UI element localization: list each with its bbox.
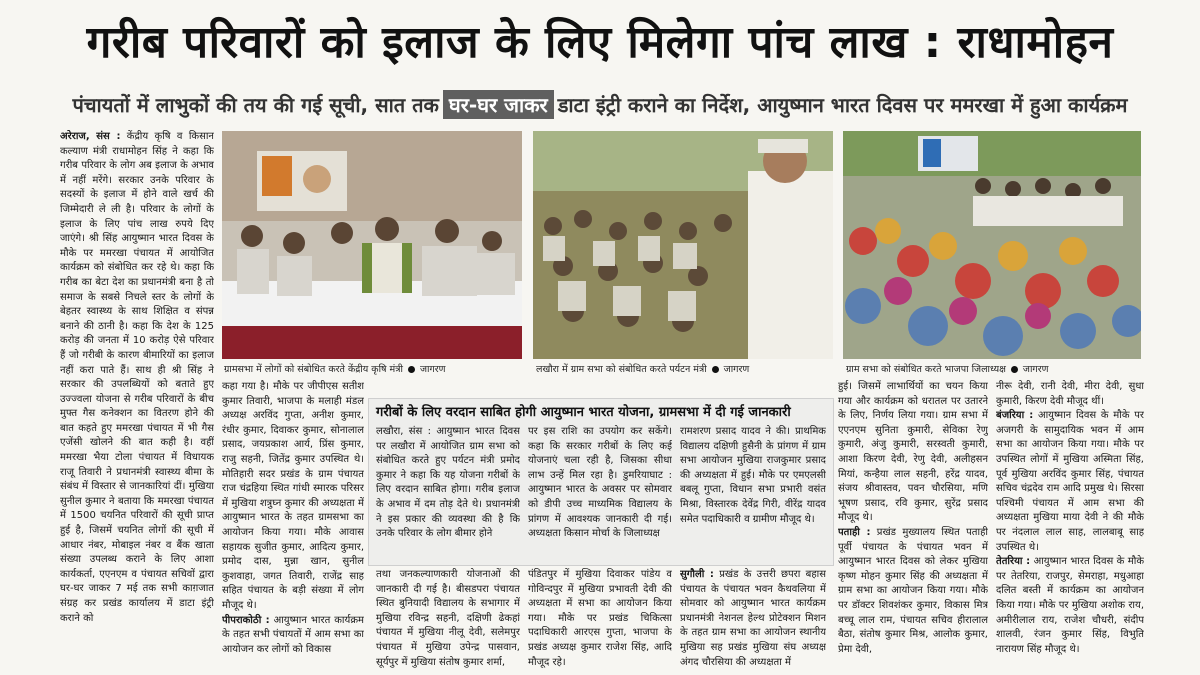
column-1-text: केंद्रीय कृषि व किसान कल्याण मंत्री राधामोहन सिंह ने कहा कि गरीब परिवार के लोग अब इलाज के अभाव में नहीं मरेंगे। सरकार उनके परिवार के सदस्यों के इलाज में होने वाले खर्च की जिम्मेदारी ले ली है। परिवार के लोगों के इलाज के लिए पांच लाख रुपये दिए जाएंगे। श्री सिंह आयुष्मान भारत दिवस के मौके पर ममरखा पंचायत में आयोजित कार्यक्रम को संबोधित कर रहे थे। कहा कि गरीब का बेटा देश का प्रधानमंत्री बना है तो समाज के सबसे निचले स्तर के लोगों के बेहतर स्वास्थ्य के साथ शिक्षित व संपन्न बनाने की ठानी है। कहा कि देश के 125 करोड़ की जनता में 10 करोड़ ऐसे परिवार हैं जो गरीबी के कारण बीमारियों का इलाज नहीं करा पाते हैं। साथ ही श्री सिंह ने सरकार की उपलब्धियों को बताते हुए उज्ज्वला योजना से गरीब परिवारों के बीच मुफ्त गैस कनेक्शन का वितरण होने की बात कहते हुए ममरखा पंचायत में भी गैस एजेंसी खोलने की बात कही है। वहीं ममरखा भैया टोला पंचायत में विधायक राजू तिवारी ने प्रधानमंत्री स्वास्थ्य बीमा के संबंध में विस्तार से जानकारियां दीं। मुखिया सुनील कुमार ने बताया कि ममरखा पंचायत में 1500 चयनित परिवारों की सूची प्राप्त हुई है, जिसमें चयनित लोगों की सूची में आधार नंबर, मोबाइल नंबर व बैंक खाता संख्या उपलब्ध कराने के लिए आशा कार्यकर्ता, एएनएम व पंचायत सचिवों द्वारा घर-घर जाकर 7 मई तक सभी काग़जात संग्रह कर प्रखंड कार्यालय में डाटा इंट्री कराने को (60, 131, 214, 624)
column-4-text: नीरू देवी, रानी देवी, मीरा देवी, सुधा कुमारी, किरण देवी मौजूद थीं। (996, 381, 1144, 407)
caption-1-text: ग्रामसभा में लोगों को संबोधित करते केंद्रीय कृषि मंत्री (224, 364, 403, 375)
column-2-text-2: आयुष्मान भारत कार्यक्रम के तहत सभी पंचायतों में आम सभा का आयोजन कर लोगों को विकास (222, 614, 364, 655)
inset-column-3-text: रामशरण प्रसाद यादव ने की। प्राथमिक विद्यालय दक्षिणी हुसैनी के प्रांगण में ग्राम सभा आयोजन मुखिया राजकुमार प्रसाद की अध्यक्षता में हुई। मौके पर एमएलसी बबलू गुप्ता, विधान सभा प्रभारी वसंत मिश्रा, विस्तारक देवेंद्र गिरी, वीरेंद्र यादव समेत पदाधिकारी व ग्रामीण मौजूद थे। (680, 426, 826, 525)
bullet-icon (1011, 366, 1018, 373)
headline: गरीब परिवारों को इलाज के लिए मिलेगा पांच लाख : राधामोहन (86, 17, 1114, 68)
photo-1-image (222, 131, 522, 359)
photo-3-image (843, 131, 1141, 359)
bullet-icon (712, 366, 719, 373)
subheadline (0, 84, 1200, 124)
column-1 (60, 130, 214, 670)
dateline-banjariya: बंजरिया : (996, 410, 1034, 422)
photo-1-caption (224, 362, 446, 375)
inset-column-1-text: लखौरा, संस : आयुष्मान भारत दिवस पर लखौरा में आयोजित ग्राम सभा को संबोधित करते हुए पर्यटन मंत्री प्रमोद कुमार ने कहा कि यह योजना गरीबों के लिए वरदान साबित होगा। गरीब इलाज के अभाव में दम तोड़ देते थे। प्रधानमंत्री ने इस प्रकार की व्यवस्था की है कि उनके परिवार के लोग बीमार होने (376, 426, 520, 540)
subheadline-part2: डाटा इंट्री कराने का निर्देश, आयुष्मान भारत दिवस पर ममरखा में हुआ कार्यक्रम (557, 92, 1128, 117)
bottom-column-2 (528, 568, 672, 672)
subheadline-highlight: घर-घर जाकर (443, 90, 554, 119)
subheadline-part1: पंचायतों में लाभुकों की तय की गई सूची, सात तक (72, 92, 439, 117)
dateline-tetariya: तेतरिया : (996, 556, 1031, 568)
photo-3-caption (846, 362, 1049, 375)
photo-minister-lakhaura (533, 131, 833, 359)
bottom-column-1-text: तथा जनकल्याणकारी योजनाओं की जानकारी दी गई है। बीसडपरा पंचायत स्थित बुनियादी विद्यालय के सभागार में मुखिया रविन्द्र सहनी, दक्षिणी ढेकहां पंचायत में मुखिया नीलू देवी, सलेमपुर पंचायत में मुखिया उपेन्द्र पासवान, सूर्यपुर में मुखिया संतोष कुमार शर्मा, (376, 569, 520, 668)
dateline-patahi: पताही : (838, 526, 871, 538)
column-2 (222, 380, 364, 670)
bottom-column-3 (680, 568, 826, 672)
column-3 (838, 380, 988, 670)
column-4 (996, 380, 1144, 670)
caption-3-text: ग्राम सभा को संबोधित करते भाजपा जिलाध्यक्ष (846, 364, 1006, 375)
bottom-column-3-text: प्रखंड के उत्तरी छपरा बहास पंचायत के पंचायत भवन कैथवलिया में सोमवार को आयुष्मान भारत कार्यक्रम प्रधानमंत्री नेशनल हेल्थ प्रोटेक्शन मिशन के तहत ग्राम सभा का आयोजन स्थानीय मुखिया सह प्रखंड मुखिया संघ अध्यक्ष अंगद चौरसिया की अध्यक्षता में (680, 569, 826, 668)
inset-column-2-text: पर इस राशि का उपयोग कर सकेंगे। कहा कि सरकार गरीबों के लिए कई योजनाएं चला रही है, जिसका सीधा लाभ उन्हें मिल रहा है। डुमरियाघाट : आयुष्मान भारत के अवसर पर सोमवार को डीपी उच्च माध्यमिक विद्यालय के प्रांगण में आवश्यक जानकारी दी गई। अध्यक्षता किसान मोर्चा के जिलाध्यक्ष (528, 426, 672, 540)
bullet-icon (408, 366, 415, 373)
inset-column-3 (680, 425, 826, 561)
bottom-column-2-text: पंडितपुर में मुखिया दिवाकर पांडेय व गोविन्दपुर में मुखिया प्रभावती देवी की अध्यक्षता में सभा का आयोजन किया गया। मौके पर प्रखंड चिकित्सा पदाधिकारी आरएस गुप्ता, भाजपा के प्रखंड अध्यक्ष कुमार राजेश सिंह, आदि मौजूद रहे। (528, 569, 672, 668)
inset-column-2 (528, 425, 672, 561)
column-4-text-2: आयुष्मान दिवस के मौके पर अजगरी के सामुदायिक भवन में आम सभा का आयोजन किया गया। मौके पर उपस्थित लोगों में मुखिया अस्मिता सिंह, पूर्व मुखिया अरविंद कुमार सिंह, पंचायत सचिव चंद्रदेव राम आदि प्रमुख थे। सिरसा पश्चिमी पंचायत में आम सभा की अध्यक्षता मुखिया माया देवी ने की मौके पर नंदलाल लाल साह, लालबाबू साह उपस्थित थे। (996, 410, 1144, 553)
dateline-areraj: अरेराज, संस : (60, 131, 121, 142)
bottom-column-1 (376, 568, 520, 672)
photo-2-caption (536, 362, 749, 375)
column-3-text: हुई। जिसमें लाभार्थियों का चयन किया गया और कार्यक्रम को धरातल पर उतारने के लिए, निर्णय लिया गया। ग्राम सभा में एएनएम सुनिता कुमारी, सेविका रेणु कुमारी, अंजु कुमारी, सरस्वती कुमारी, आशा किरण देवी, रेणु देवी, अलीहसन मियां, कन्हैया लाल सहनी, हरेंद्र यादव, संजय श्रीवास्तव, पवन चौरसिया, मणि भूषण प्रसाद, रवि कुमार, सुरेंद्र प्रसाद मौजूद थे। (838, 381, 988, 524)
photo-credit: जागरण (723, 364, 750, 375)
caption-2-text: लखौरा में ग्राम सभा को संबोधित करते पर्यटन मंत्री (536, 364, 707, 375)
photo-credit: जागरण (1022, 364, 1049, 375)
column-4-text-3: आयुष्मान भारत दिवस के मौके पर तेतरिया, राजपुर, सेमराहा, मधुआहा दलित बस्ती में कार्यक्रम का आयोजन किया गया। मौके पर मुखिया अशोक राय, अमीरीलाल राय, राजेश चौधरी, संदीप शालवी, रंजन कुमार सिंह, विभुति नारायण सिंह मौजूद थे। (996, 556, 1144, 655)
photo-bjp-president (843, 131, 1141, 359)
inset-story-title: गरीबों के लिए वरदान साबित होगी आयुष्मान भारत योजना, ग्रामसभा में दी गई जानकारी (376, 405, 791, 420)
photo-credit: जागरण (419, 364, 446, 375)
column-3-text-2: प्रखंड मुख्यालय स्थित पताही पूर्वी पंचायत के पंचायत भवन में आयुष्मान भारत दिवस को लेकर मुखिया कृष्ण मोहन कुमार सिंह की अध्यक्षता में ग्राम सभा का आयोजन किया गया। मौके पर डॉक्टर शिवशंकर कुमार, विकास मित्र बच्चू लाल राम, पंचायत सचिव हीरालाल बैठा, संतोष कुमार मिश्र, आलोक कुमार, प्रेमा देवी, (838, 526, 988, 655)
photo-2-image (533, 131, 833, 359)
dateline-sugauli: सुगौली : (680, 569, 714, 580)
column-2-text: कहा गया है। मौके पर जीपीएस सतीश कुमार तिवारी, भाजपा के मलाही मंडल अध्यक्ष अरविंद गुप्ता, अनीश कुमार, रंधीर कुमार, दिवाकर कुमार, सोनालाल प्रसाद, जयप्रकाश आर्य, प्रिंस कुमार, राजु सहनी, जितेंद्र कुमार उपस्थित थे। मोतिहारी सदर प्रखंड के ग्राम पंचायत राज चंद्रहिया स्थित गांधी स्मारक परिसर में मुखिया शत्रुघ्न कुमार की अध्यक्षता में आयुष्मान भारत के तहत ग्रामसभा का आयोजन किया गया। मौके आवास सहायक सुजीत कुमार, आदित्य कुमार, प्रमोद दास, मुन्ना खान, सुनील कुशवाहा, जगत तिवारी, राजेंद्र साह सहित पंचायत के बड़ी संख्या में लोग मौजूद थे। (222, 381, 364, 611)
photo-minister-gramsabha (222, 131, 522, 359)
dateline-piprakothi: पीपराकोठी : (222, 614, 270, 626)
inset-column-1 (376, 425, 520, 561)
